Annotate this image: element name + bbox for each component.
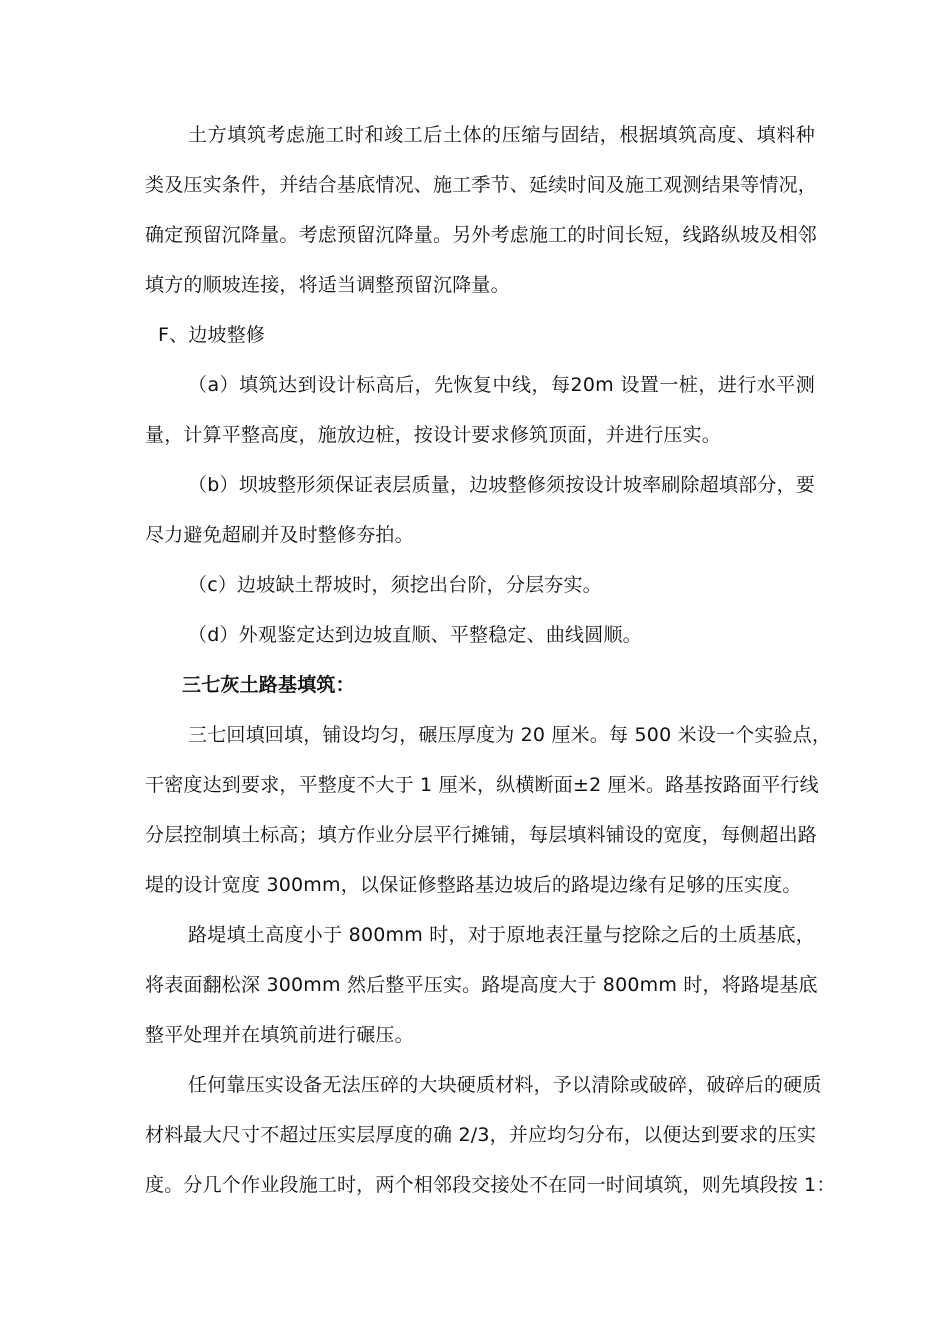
paragraph-line: 量，计算平整高度，施放边桩，按设计要求修筑顶面，并进行压实。 [145,424,722,446]
paragraph-line: 确定预留沉降量。考虑预留沉降量。另外考虑施工的时间长短，线路纵坡及相邻 [145,224,818,246]
paragraph-line: 整平处理并在填筑前进行碾压。 [145,1024,414,1046]
paragraph-line: 尽力避免超刷并及时整修夯拍。 [145,524,414,546]
paragraph-line: 堤的设计宽度 300mm，以保证修整路基边坡后的路堤边缘有足够的压实度。 [145,874,802,896]
paragraph-line: 类及压实条件，并结合基底情况、施工季节、延续时间及施工观测结果等情况， [145,174,818,196]
paragraph-line: 分层控制填土标高；填方作业分层平行摊铺，每层填料铺设的宽度，每侧超出路 [145,824,818,846]
paragraph-line: 度。分几个作业段施工时，两个相邻段交接处不在同一时间填筑，则先填段按 1： [145,1174,836,1196]
paragraph-line: 填方的顺坡连接，将适当调整预留沉降量。 [145,274,510,296]
bold-heading: 三七灰土路基填筑： [182,674,355,696]
paragraph-line: 三七回填回填，铺设均匀，碾压厚度为 20 厘米。每 500 米设一个实验点， [188,724,832,746]
paragraph-line: （c）边坡缺土帮坡时，须挖出台阶，分层夯实。 [188,574,602,596]
paragraph-line: 将表面翻松深 300mm 然后整平压实。路堤高度大于 800mm 时，将路堤基底 [145,974,818,996]
paragraph-line: （a）填筑达到设计标高后，先恢复中线，每20m 设置一桩，进行水平测 [188,374,815,396]
paragraph-line: 路堤填土高度小于 800mm 时，对于原地表汪量与挖除之后的土质基底， [188,924,815,946]
paragraph-line: 任何靠压实设备无法压碎的大块硬质材料，予以清除或破碎，破碎后的硬质 [188,1074,822,1096]
paragraph-line: 干密度达到要求，平整度不大于 1 厘米，纵横断面±2 厘米。路基按路面平行线 [145,774,819,796]
paragraph-line: （d）外观鉴定达到边坡直顺、平整稳定、曲线圆顺。 [188,624,642,646]
paragraph-line: 土方填筑考虑施工时和竣工后土体的压缩与固结，根据填筑高度、填料种 [188,124,815,146]
paragraph-line: 材料最大尺寸不超过压实层厚度的确 2/3，并应均匀分布，以便达到要求的压实 [145,1124,817,1146]
section-heading: F、边坡整修 [158,324,266,346]
paragraph-line: （b）坝坡整形须保证表层质量，边坡整修须按设计坡率刷除超填部分，要 [188,474,815,496]
